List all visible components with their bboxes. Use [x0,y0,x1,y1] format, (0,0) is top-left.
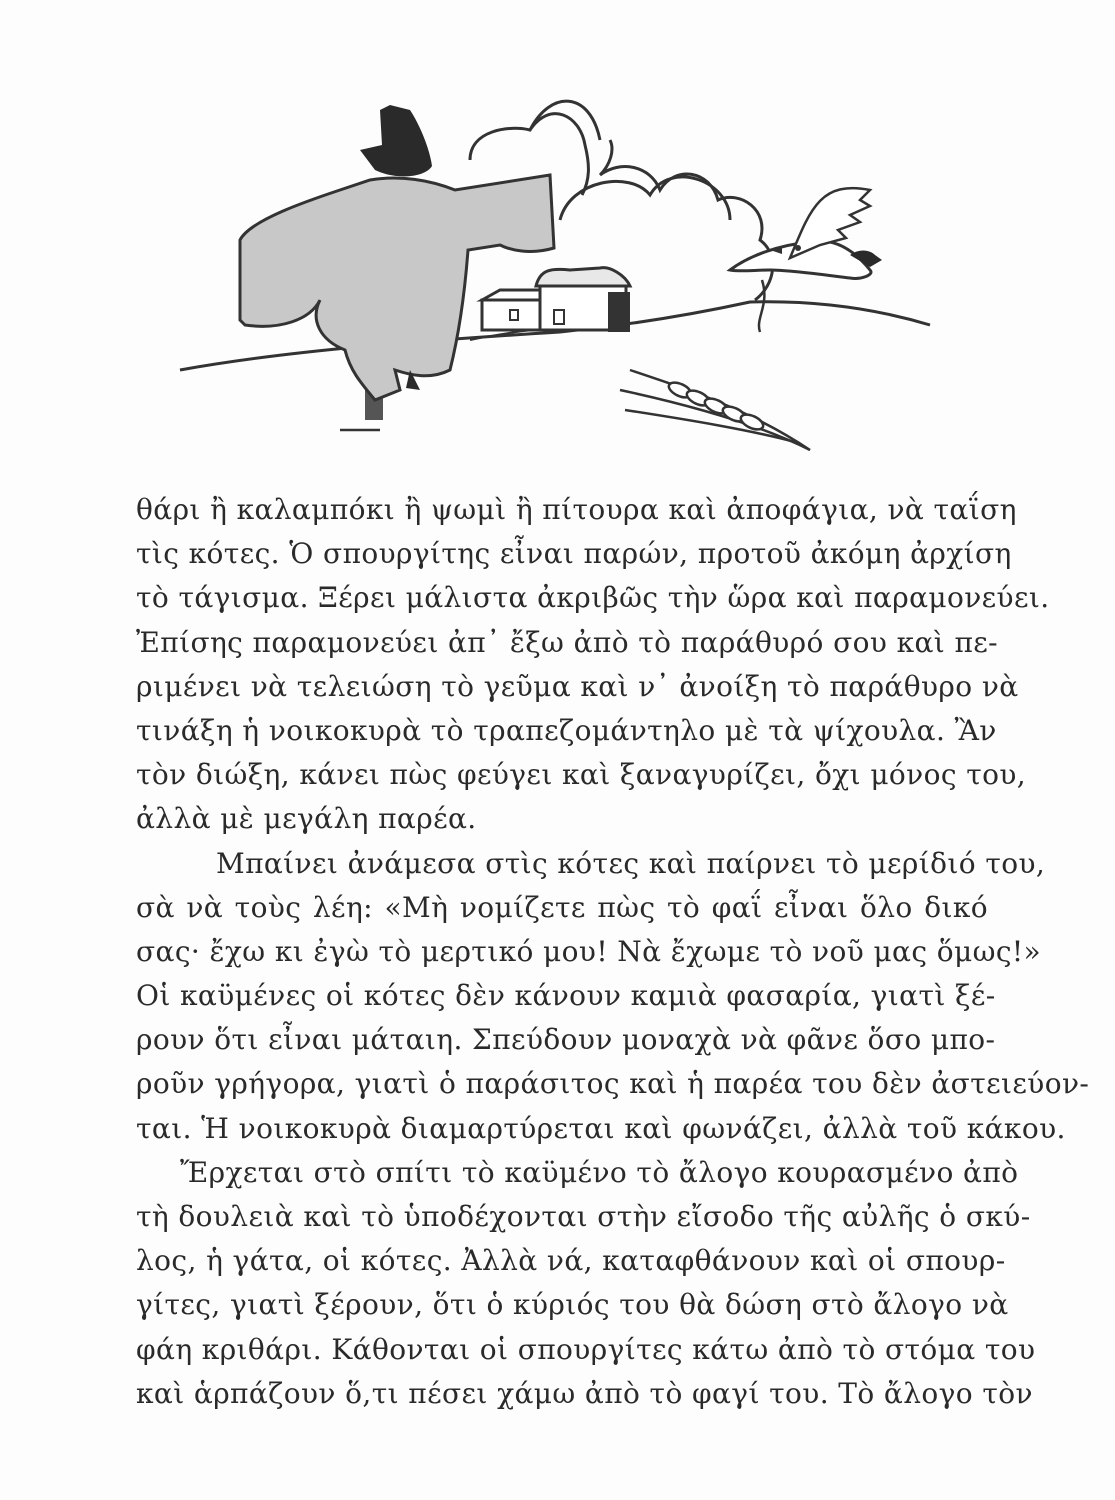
text-line: Ἐπίσης παραμονεύει ἀπ᾽ ἔξω ἀπὸ τὸ παράθυρό σου καὶ πε- [136,625,999,659]
paragraph-2 [136,842,1090,1151]
tree-line [759,280,764,332]
scarecrow-hat [360,105,432,176]
text-line: σας· ἔχω κι ἐγὼ τὸ μερτικό μου! Νὰ ἔχωμε τὸ νοῦ μας ὅμως!» [136,934,1042,968]
house-icon [482,268,630,332]
scarecrow-figure [240,105,554,420]
text-line: ἀλλὰ μὲ μεγάλη παρέα. [136,802,477,836]
text-line: καὶ ἁρπάζουν ὅ,τι πέσει χάμω ἀπὸ τὸ φαγί του. Τὸ ἄλογο τὸν [136,1376,1033,1410]
text-line: ριμένει νὰ τελειώση τὸ γεῦμα καὶ ν᾽ ἀνοίξη τὸ παράθυρο νὰ [136,669,1019,703]
text-line: Μπαίνει ἀνάμεσα στὶς κότες καὶ παίρνει τὸ μερίδιό του, [216,846,1046,880]
text-line: ροῦν γρήγορα, γιατὶ ὁ παράσιτος καὶ ἡ παρέα του δὲν ἀστειεύον- [136,1067,1090,1101]
paragraph-3 [136,1151,1036,1416]
text-line: τὴ δουλειὰ καὶ τὸ ὑποδέχονται στὴν εἴσοδο τῆς αὐλῆς ὁ σκύ- [136,1200,1031,1233]
paragraph-1 [136,488,1050,842]
wheat-icon [620,370,810,450]
body-text [136,488,1090,1416]
text-line: ται. Ἡ νοικοκυρὰ διαμαρτύρεται καὶ φωνάζει, ἀλλὰ τοῦ κάκου. [136,1111,1066,1145]
scarecrow-illustration [170,70,930,470]
text-line: σὰ νὰ τοὺς λέη: «Μὴ νομίζετε πὼς τὸ φαΐ εἶναι ὅλο δικό [136,890,988,924]
text-line: τινάξη ἡ νοικοκυρὰ τὸ τραπεζομάντηλο μὲ τὰ ψίχουλα. Ἂν [136,713,997,747]
bird-icon [730,188,882,278]
text-line: Οἱ καϋμένες οἱ κότες δὲν κάνουν καμιὰ φασαρία, γιατὶ ξέ- [136,979,996,1013]
text-line: λος, ἡ γάτα, οἱ κότες. Ἀλλὰ νά, καταφθάνουν καὶ οἱ σπουρ- [136,1244,1006,1278]
text-line: τὸν διώξη, κάνει πὼς φεύγει καὶ ξαναγυρίζει, ὄχι μόνος του, [136,758,1027,792]
text-line: θάρι ἢ καλαμπόκι ἢ ψωμὶ ἢ πίτουρα καὶ ἀποφάγια, νὰ ταΐση [136,493,1017,526]
text-line: Ἔρχεται στὸ σπίτι τὸ καϋμένο τὸ ἄλογο κουρασμένο ἀπὸ [180,1155,1019,1189]
text-line: τὶς κότες. Ὁ σπουργίτης εἶναι παρών, προτοῦ ἀκόμη ἀρχίση [136,537,1012,571]
text-line: τὸ τάγισμα. Ξέρει μάλιστα ἀκριβῶς τὴν ὥρα καὶ παραμονεύει. [136,581,1050,615]
text-line: φάη κριθάρι. Κάθονται οἱ σπουργίτες κάτω ἀπὸ τὸ στόμα του [136,1332,1036,1366]
text-line: γίτες, γιατὶ ξέρουν, ὅτι ὁ κύριός του θὰ δώση στὸ ἄλογο νὰ [136,1288,1009,1322]
text-line: ρουν ὅτι εἶναι μάταιη. Σπεύδουν μοναχὰ νὰ φᾶνε ὅσο μπο- [136,1023,996,1057]
